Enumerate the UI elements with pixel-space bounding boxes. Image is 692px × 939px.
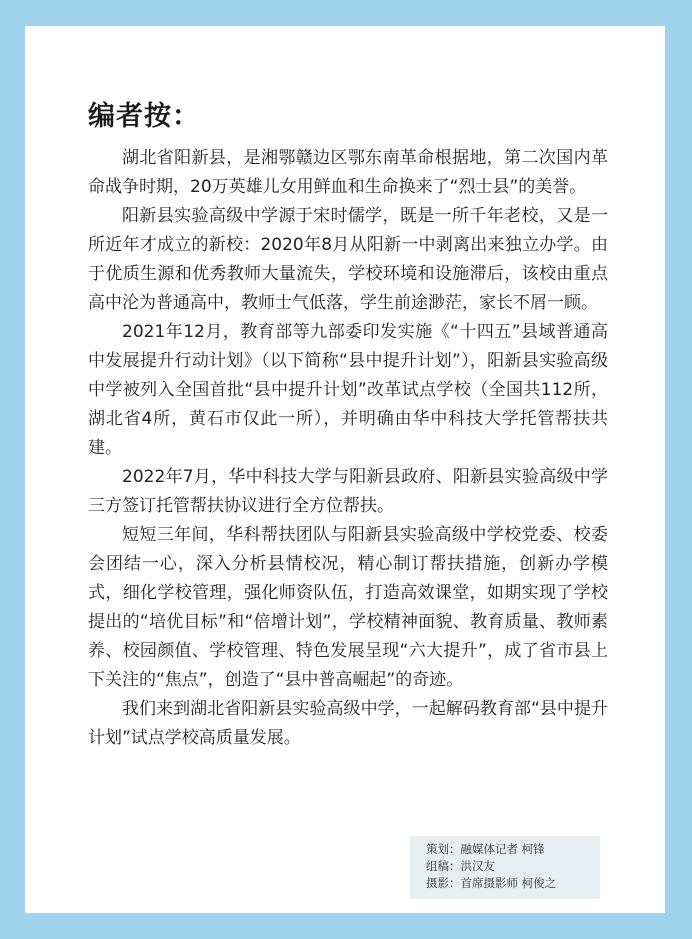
editor-note-body	[88, 144, 608, 753]
credits-box	[410, 836, 600, 899]
paragraph: 短短三年间，华科帮扶团队与阳新县实验高级中学校党委、校委会团结一心，深入分析县情校况，精心制订帮扶措施，创新办学模式，细化学校管理，强化师资队伍，打造高效课堂，如期实现了学校提出的“培优目标”和“倍增计划”，学校精神面貌、教育质量、教师素养、校园颜值、学校管理、特色发展呈现“六大提升”，成了省市县上下关注的“焦点”，创造了“县中普高崛起”的奇迹。	[88, 525, 608, 690]
credit-writing: 组稿：洪汉友	[426, 859, 495, 873]
credit-photography: 摄影：首席摄影师 柯俊之	[426, 876, 557, 890]
paragraph: 2021年12月，教育部等九部委印发实施《“十四五”县域普通高中发展提升行动计划》（以下简称“县中提升计划”），阳新县实验高级中学被列入全国首批“县中提升计划”改革试点学校（全国共112所，湖北省4所，黄石市仅此一所），并明确由华中科技大学托管帮扶共建。	[88, 322, 608, 458]
paragraph: 2022年7月，华中科技大学与阳新县政府、阳新县实验高级中学三方签订托管帮扶协议进行全方位帮扶。	[88, 467, 608, 516]
credit-planning: 策划：融媒体记者 柯锋	[426, 842, 545, 856]
paragraph: 阳新县实验高级中学源于宋时儒学，既是一所千年老校，又是一所近年才成立的新校：2020年8月从阳新一中剥离出来独立办学。由于优质生源和优秀教师大量流失，学校环境和设施滞后，该校由重点高中沦为普通高中，教师士气低落，学生前途渺茫，家长不屑一顾。	[88, 206, 608, 313]
editor-note-title: 编者按：	[88, 101, 200, 132]
page	[25, 26, 665, 913]
paragraph: 我们来到湖北省阳新县实验高级中学，一起解码教育部“县中提升计划”试点学校高质量发展。	[88, 699, 608, 748]
paragraph: 湖北省阳新县，是湘鄂赣边区鄂东南革命根据地，第二次国内革命战争时期，20万英雄儿女用鲜血和生命换来了“烈士县”的美誉。	[88, 148, 608, 197]
